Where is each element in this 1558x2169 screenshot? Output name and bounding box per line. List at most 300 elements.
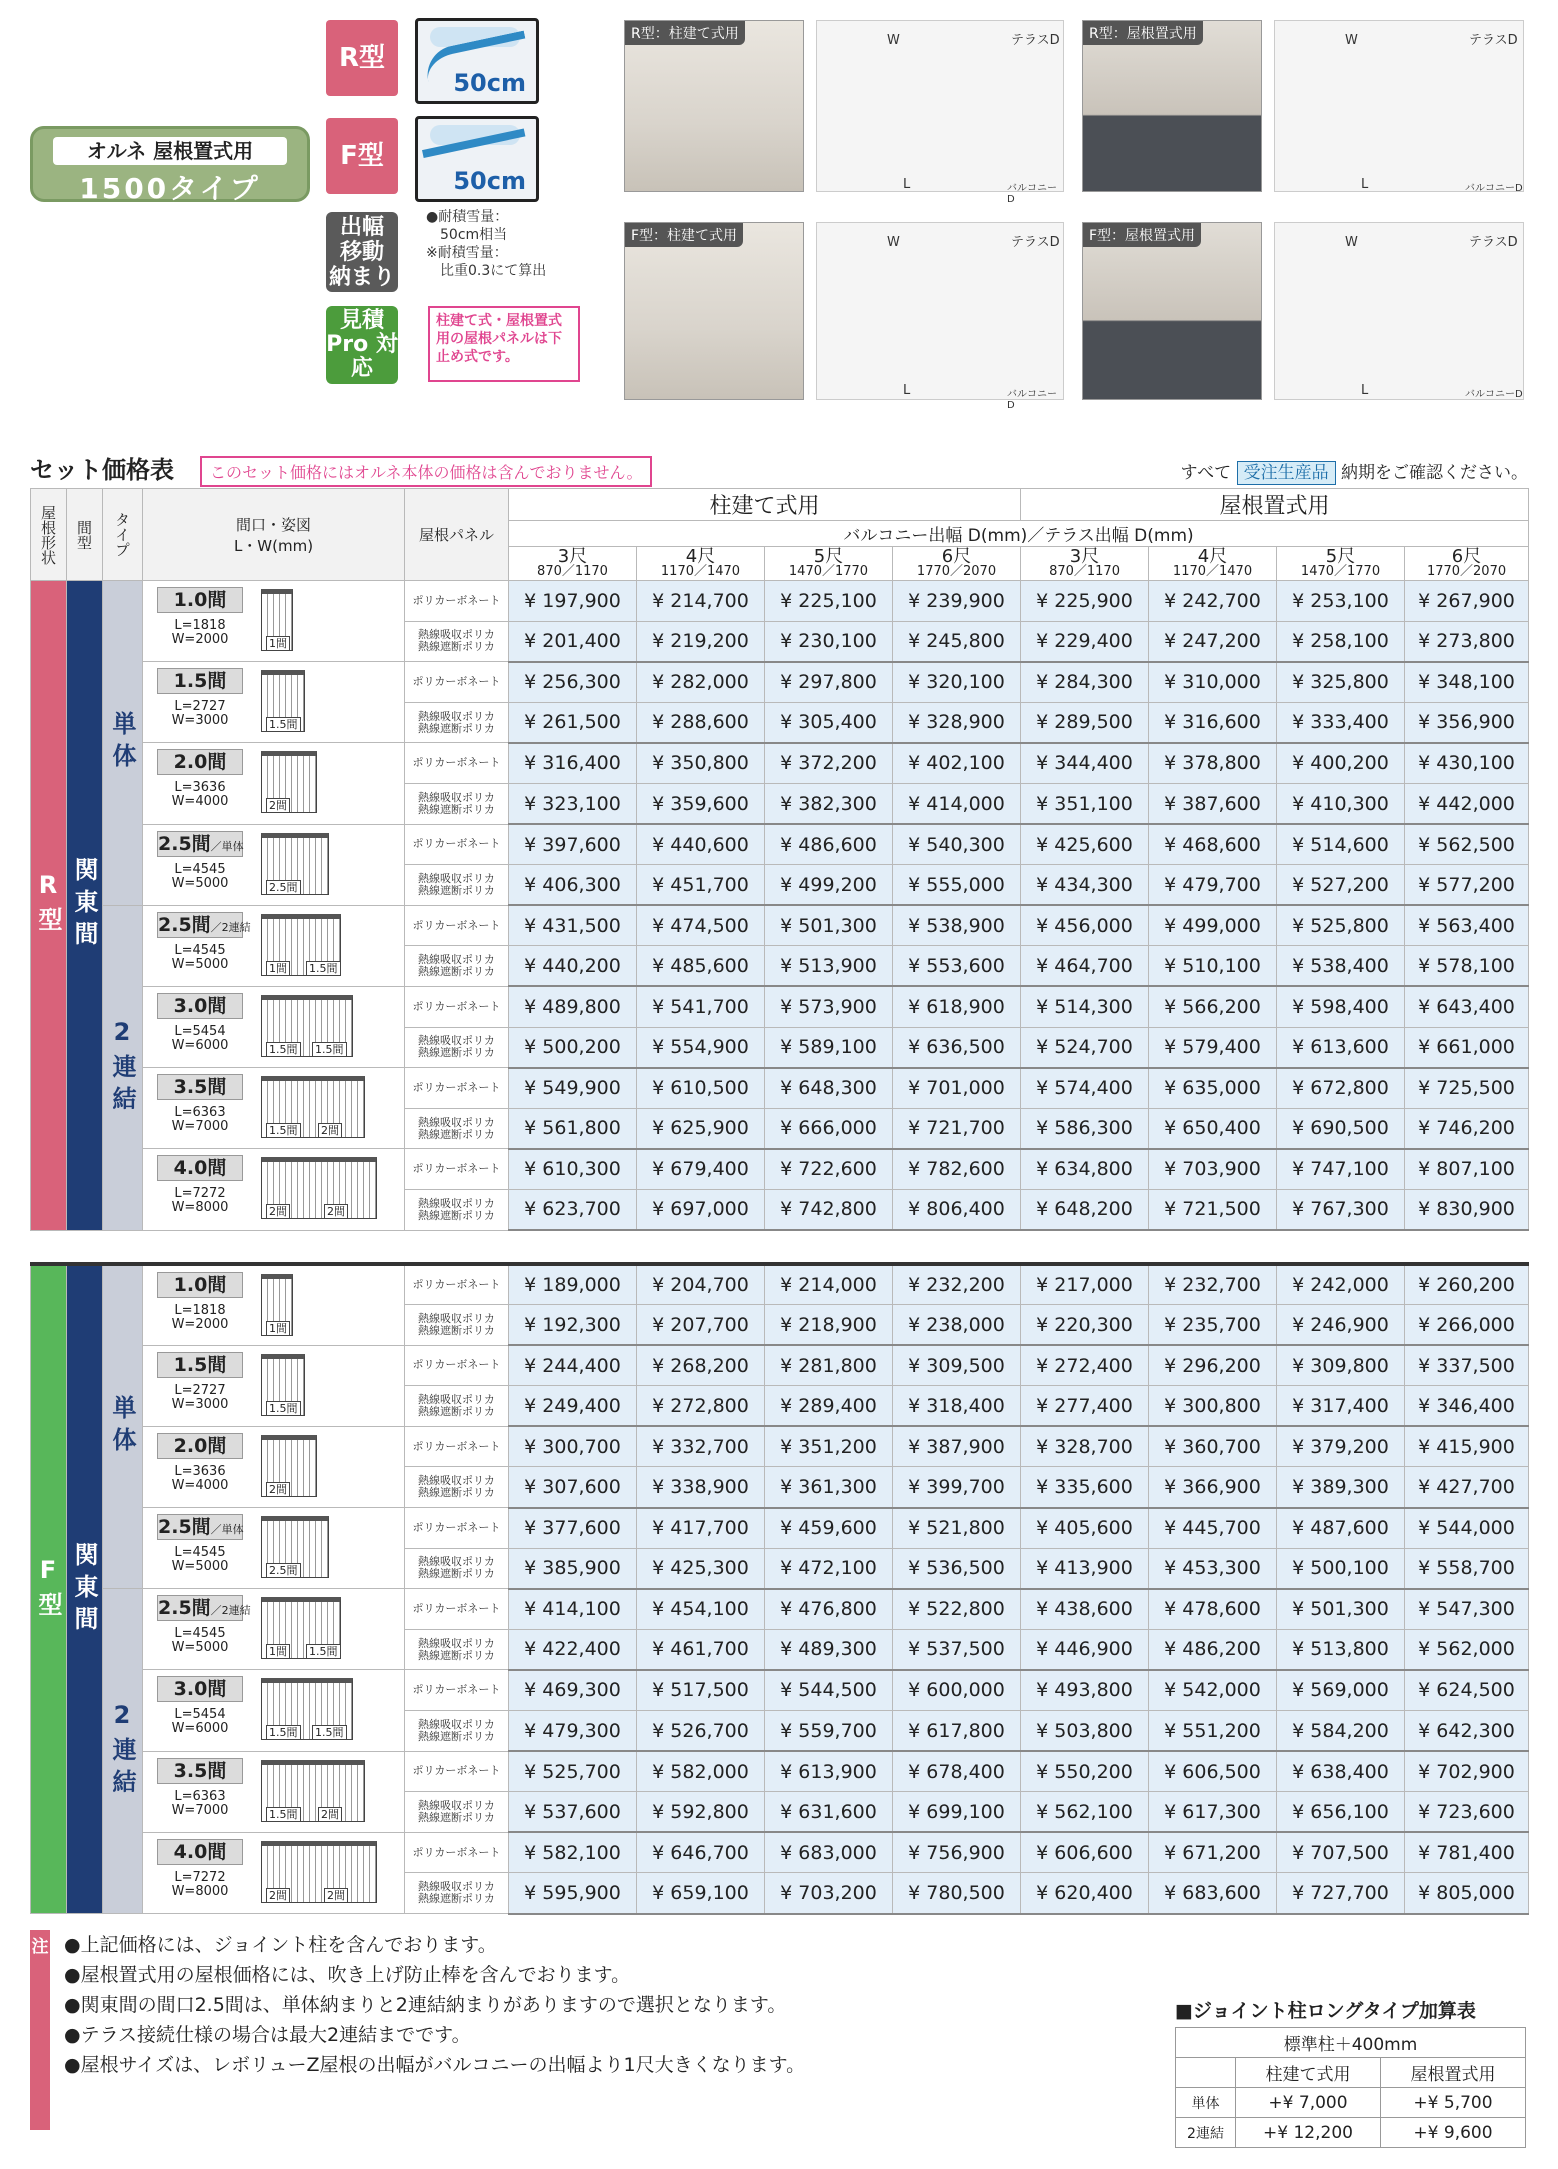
size-lw [157,1708,243,1736]
size-label-text: 3.5間 [173,1759,227,1782]
size-l: L=7272 [174,1869,226,1885]
price-cell: ¥ 405,600 [1021,1508,1149,1549]
price-cell: ¥ 474,500 [637,905,765,946]
price-cell: ¥ 414,000 [893,783,1021,824]
price-cell: ¥ 260,200 [1405,1264,1529,1305]
price-cell: ¥ 514,300 [1021,986,1149,1027]
photo-caption: F型：柱建て式用 [625,223,743,247]
panel-type: ポリカーボネート [405,1751,509,1792]
diagram-w-label: W [887,33,900,48]
header-col-2 [765,547,893,581]
price-cell: ¥ 309,500 [893,1345,1021,1386]
price-cell: ¥ 537,500 [893,1629,1021,1670]
size-label [157,831,243,857]
size-lw [157,1627,243,1655]
product-name: オルネ 屋根置式用 [53,137,287,165]
size-diagram [261,1678,353,1740]
price-cell: ¥ 245,800 [893,621,1021,662]
size-label-text: 4.0間 [173,1157,227,1180]
price-cell: ¥ 525,700 [509,1751,637,1792]
snow-note-line: ●耐積雪量： [426,209,509,225]
size-w: W=4000 [171,1477,229,1493]
price-cell: ¥ 725,500 [1405,1068,1529,1109]
price-cell: ¥ 309,800 [1277,1345,1405,1386]
panel-type: ポリカーボネート [405,824,509,865]
order-tag: 受注生産品 [1237,461,1336,485]
price-cell: ¥ 344,400 [1021,743,1149,784]
size-label-text: 2.5間 [158,832,211,855]
price-cell: ¥ 359,600 [637,783,765,824]
col-shaku: 3尺 [1069,545,1100,567]
size-label [157,912,251,938]
mini-span: 1間 [266,636,290,651]
col-range: 1770／2070 [1426,563,1507,579]
price-cell: ¥ 578,100 [1405,946,1529,987]
price-cell: ¥ 316,400 [509,743,637,784]
size-label [157,1352,243,1378]
size-lw [157,1465,243,1493]
price-cell: ¥ 242,700 [1149,581,1277,622]
price-cell: ¥ 316,600 [1149,702,1277,743]
price-cell: ¥ 400,200 [1277,743,1405,784]
panel-type: 熱線吸収ポリカ 熱線遮断ポリカ [405,946,509,987]
price-cell: ¥ 524,700 [1021,1027,1149,1068]
mini-span: 2間 [266,1888,290,1903]
size-diagram [261,751,317,813]
price-cell: ¥ 385,900 [509,1548,637,1589]
panel-type: 熱線吸収ポリカ 熱線遮断ポリカ [405,1711,509,1752]
size-l: L=2727 [174,699,226,715]
price-cell: ¥ 742,800 [765,1189,893,1230]
size-w: W=5000 [171,956,229,972]
size-diagram [261,1597,341,1659]
price-cell: ¥ 678,400 [893,1751,1021,1792]
price-cell: ¥ 699,100 [893,1792,1021,1833]
diagram-w-label: W [1345,235,1358,250]
size-diagram [261,670,305,732]
price-cell: ¥ 513,800 [1277,1629,1405,1670]
size-lw [157,1187,243,1215]
price-cell: ¥ 661,000 [1405,1027,1529,1068]
joint-row-label: 2連結 [1176,2118,1236,2148]
size-l: L=4545 [174,942,226,958]
price-cell: ¥ 244,400 [509,1345,637,1386]
joint-row-label: 単体 [1176,2088,1236,2118]
price-cell: ¥ 672,800 [1277,1068,1405,1109]
table-row [31,581,1529,622]
price-cell: ¥ 300,800 [1149,1386,1277,1427]
size-cell [143,1345,405,1426]
size-lw [157,863,243,891]
price-cell: ¥ 618,900 [893,986,1021,1027]
price-cell: ¥ 624,500 [1405,1670,1529,1711]
price-cell: ¥ 636,500 [893,1027,1021,1068]
price-cell: ¥ 526,700 [637,1711,765,1752]
size-label [157,1074,243,1100]
col-shaku: 6尺 [941,545,972,567]
panel-type: ポリカーボネート [405,1264,509,1305]
price-cell: ¥ 721,500 [1149,1189,1277,1230]
price-cell: ¥ 297,800 [765,662,893,703]
size-label-text: 1.0間 [173,589,227,611]
photo-f-roof [1082,222,1262,400]
size-diagram [261,1760,365,1822]
header-group-post: 柱建て式用 [509,489,1021,521]
price-cell: ¥ 333,400 [1277,702,1405,743]
mini-span: 2間 [266,1204,290,1219]
size-diagram [261,1354,305,1416]
mini-span: 1.5間 [306,1644,341,1659]
price-cell: ¥ 542,000 [1149,1670,1277,1711]
price-cell: ¥ 282,000 [637,662,765,703]
interval-label: 関東間 [67,1264,103,1914]
panel-type: 熱線吸収ポリカ 熱線遮断ポリカ [405,1467,509,1508]
price-cell: ¥ 592,800 [637,1792,765,1833]
price-cell: ¥ 361,300 [765,1467,893,1508]
price-cell: ¥ 723,600 [1405,1792,1529,1833]
size-diagram [261,1274,293,1336]
mini-span: 1.5間 [266,1807,301,1822]
price-cell: ¥ 643,400 [1405,986,1529,1027]
size-diagram [261,1157,377,1219]
price-cell: ¥ 289,500 [1021,702,1149,743]
size-lw [157,700,243,728]
price-cell: ¥ 378,800 [1149,743,1277,784]
header-col-4 [1021,547,1149,581]
price-cell: ¥ 348,100 [1405,662,1529,703]
price-cell: ¥ 207,700 [637,1305,765,1346]
price-cell: ¥ 218,900 [765,1305,893,1346]
shape-label: R型 [31,581,67,1231]
price-cell: ¥ 410,300 [1277,783,1405,824]
size-lw [157,1025,243,1053]
type-f-badge: F型 [326,118,398,194]
diagram-f-post [816,222,1064,411]
price-cell: ¥ 569,000 [1277,1670,1405,1711]
panel-type: ポリカーボネート [405,1508,509,1549]
size-l: L=1818 [174,1303,226,1318]
price-cell: ¥ 288,600 [637,702,765,743]
price-cell: ¥ 320,100 [893,662,1021,703]
price-cell: ¥ 707,500 [1277,1832,1405,1873]
snow-f-box [415,116,539,202]
size-w: W=5000 [171,875,229,891]
size-diagram [261,1076,365,1138]
photo-caption: R型：屋根置式用 [1083,21,1203,45]
price-cell: ¥ 631,600 [765,1792,893,1833]
type-double: 2連結 [103,1589,143,1914]
size-diagram [261,589,293,651]
size-w: W=5000 [171,1559,229,1575]
table-row [31,1589,1529,1630]
price-cell: ¥ 346,400 [1405,1386,1529,1427]
price-cell: ¥ 541,700 [637,986,765,1027]
price-cell: ¥ 486,200 [1149,1629,1277,1670]
price-cell: ¥ 722,600 [765,1149,893,1190]
size-w: W=6000 [171,1037,229,1053]
mini-span: 1.5間 [266,1123,301,1138]
pro-badge: 見積 Pro 対応 [326,306,398,384]
move-badge: 出幅 移動 納まり [326,212,398,292]
size-l: L=3636 [174,780,226,796]
price-cell: ¥ 389,300 [1277,1467,1405,1508]
price-cell: ¥ 267,900 [1405,581,1529,622]
price-cell: ¥ 617,300 [1149,1792,1277,1833]
size-label-text: 3.5間 [173,1076,227,1099]
size-cell [143,1589,405,1670]
price-cell: ¥ 489,300 [765,1629,893,1670]
size-cell [143,1264,405,1345]
mini-span: 1.5間 [306,961,341,976]
price-cell: ¥ 366,900 [1149,1467,1277,1508]
price-cell: ¥ 232,700 [1149,1264,1277,1305]
diagram-w-label: W [887,235,900,250]
mini-span: 1.5間 [266,717,301,732]
price-cell: ¥ 781,400 [1405,1832,1529,1873]
price-cell: ¥ 438,600 [1021,1589,1149,1630]
col-range: 1470／1770 [1300,563,1381,579]
price-cell: ¥ 230,100 [765,621,893,662]
price-cell: ¥ 197,900 [509,581,637,622]
col-shaku: 6尺 [1451,545,1482,567]
price-cell: ¥ 589,100 [765,1027,893,1068]
price-cell: ¥ 469,300 [509,1670,637,1711]
size-l: L=4545 [174,861,226,877]
size-label-text: 2.0間 [173,1434,227,1457]
price-cell: ¥ 525,800 [1277,905,1405,946]
price-cell: ¥ 610,500 [637,1068,765,1109]
size-w: W=2000 [171,1317,229,1332]
panel-type: ポリカーボネート [405,662,509,703]
price-cell: ¥ 258,100 [1277,621,1405,662]
table-title: セット価格表 [30,456,174,484]
price-cell: ¥ 431,500 [509,905,637,946]
price-cell: ¥ 382,300 [765,783,893,824]
price-cell: ¥ 561,800 [509,1108,637,1149]
price-cell: ¥ 510,100 [1149,946,1277,987]
price-cell: ¥ 422,400 [509,1629,637,1670]
header-size: 間口・姿図 L・W(mm) [143,489,405,581]
panel-type: ポリカーボネート [405,1149,509,1190]
panel-type: ポリカーボネート [405,1426,509,1467]
price-cell: ¥ 454,100 [637,1589,765,1630]
price-cell: ¥ 415,900 [1405,1426,1529,1467]
panel-type: 熱線吸収ポリカ 熱線遮断ポリカ [405,783,509,824]
table-row [31,1068,1529,1109]
price-cell: ¥ 220,300 [1021,1305,1149,1346]
price-cell: ¥ 671,200 [1149,1832,1277,1873]
price-cell: ¥ 805,000 [1405,1873,1529,1914]
table-row [31,1832,1529,1873]
price-cell: ¥ 598,400 [1277,986,1405,1027]
size-l: L=6363 [174,1788,226,1804]
panel-type: 熱線吸収ポリカ 熱線遮断ポリカ [405,621,509,662]
type-r-badge: R型 [326,20,398,96]
price-cell: ¥ 277,400 [1021,1386,1149,1427]
price-cell: ¥ 701,000 [893,1068,1021,1109]
price-cell: ¥ 225,100 [765,581,893,622]
type-single: 単体 [103,1264,143,1589]
snow-note [426,208,576,280]
size-cell [143,662,405,743]
price-cell: ¥ 538,400 [1277,946,1405,987]
price-cell: ¥ 406,300 [509,865,637,906]
price-cell: ¥ 683,600 [1149,1873,1277,1914]
header-col-6 [1277,547,1405,581]
col-range: 1170／1470 [660,563,741,579]
diagram-r-roof [1274,20,1524,192]
panel-type: 熱線吸収ポリカ 熱線遮断ポリカ [405,1629,509,1670]
price-cell: ¥ 666,000 [765,1108,893,1149]
note-item: ● 屋根サイズは、レボリューZ屋根の出幅がバルコニーの出幅より1尺大きくなります。 [64,2050,1130,2080]
price-cell: ¥ 501,300 [1277,1589,1405,1630]
diagram-r-post [816,20,1064,205]
price-cell: ¥ 536,500 [893,1548,1021,1589]
price-cell: ¥ 683,000 [765,1832,893,1873]
price-cell: ¥ 387,900 [893,1426,1021,1467]
price-cell: ¥ 332,700 [637,1426,765,1467]
price-cell: ¥ 501,300 [765,905,893,946]
price-cell: ¥ 697,000 [637,1189,765,1230]
price-cell: ¥ 440,600 [637,824,765,865]
price-cell: ¥ 417,700 [637,1508,765,1549]
size-w: W=2000 [171,632,229,647]
joint-h1: 柱建て式用 [1236,2058,1381,2088]
price-cell: ¥ 650,400 [1149,1108,1277,1149]
table-row [31,1751,1529,1792]
col-range: 1170／1470 [1172,563,1253,579]
price-cell: ¥ 318,400 [893,1386,1021,1427]
price-cell: ¥ 317,400 [1277,1386,1405,1427]
panel-type: 熱線吸収ポリカ 熱線遮断ポリカ [405,1548,509,1589]
price-cell: ¥ 513,900 [765,946,893,987]
mini-span: 2間 [324,1204,348,1219]
size-label-text: 2.5間 [158,1516,211,1539]
snow-r-value: 50cm [453,69,526,97]
size-cell [143,824,405,905]
price-cell: ¥ 747,100 [1277,1149,1405,1190]
joint-title: ■ジョイント柱ロングタイプ加算表 [1175,2000,1476,2022]
size-w: W=8000 [171,1883,229,1899]
col-range: 870／1170 [537,563,608,579]
size-w: W=7000 [171,1119,229,1135]
joint-row-a: +¥ 12,200 [1236,2118,1381,2148]
snow-note-line: ※耐積雪量： [426,245,508,261]
price-cell: ¥ 638,400 [1277,1751,1405,1792]
col-shaku: 4尺 [685,545,716,567]
price-cell: ¥ 413,900 [1021,1548,1149,1589]
price-cell: ¥ 214,000 [765,1264,893,1305]
size-cell [143,1149,405,1230]
note-item: ● 関東間の間口2.5間は、単体納まりと2連結納まりがありますので選択となります。 [64,1990,1130,2020]
size-label-text: 4.0間 [173,1840,227,1863]
header-col-1 [637,547,765,581]
price-cell: ¥ 446,900 [1021,1629,1149,1670]
price-cell: ¥ 756,900 [893,1832,1021,1873]
price-cell: ¥ 806,400 [893,1189,1021,1230]
table-row [31,743,1529,784]
table-row [31,1670,1529,1711]
size-label-text: 1.0間 [173,1274,227,1296]
panel-type: 熱線吸収ポリカ 熱線遮断ポリカ [405,1305,509,1346]
size-cell [143,1426,405,1507]
note-item: ● テラス接続仕様の場合は最大2連結までです。 [64,2020,1130,2050]
price-cell: ¥ 372,200 [765,743,893,784]
panel-type: 熱線吸収ポリカ 熱線遮断ポリカ [405,865,509,906]
size-cell [143,986,405,1067]
price-cell: ¥ 551,200 [1149,1711,1277,1752]
size-lw [157,781,243,809]
price-cell: ¥ 300,700 [509,1426,637,1467]
price-cell: ¥ 266,000 [1405,1305,1529,1346]
panel-type: ポリカーボネート [405,743,509,784]
price-cell: ¥ 648,300 [765,1068,893,1109]
price-cell: ¥ 338,900 [637,1467,765,1508]
price-cell: ¥ 489,800 [509,986,637,1027]
snow-note-line: 50cm相当 [440,227,508,243]
size-label [157,1433,243,1459]
price-cell: ¥ 229,400 [1021,621,1149,662]
diagram-w-label: W [1345,33,1358,48]
size-l: L=5454 [174,1707,226,1723]
size-cell [143,905,405,986]
joint-std: 標準柱＋400mm [1176,2028,1526,2058]
price-cell: ¥ 425,600 [1021,824,1149,865]
size-label [157,587,243,613]
diagram-balcony-label: バルコニーD [1007,183,1057,205]
panel-type: 熱線吸収ポリカ 熱線遮断ポリカ [405,1189,509,1230]
size-cell [143,1670,405,1751]
snow-f-value: 50cm [453,167,526,195]
price-cell: ¥ 445,700 [1149,1508,1277,1549]
price-cell: ¥ 503,800 [1021,1711,1149,1752]
diagram-l-label: L [1361,177,1369,192]
footnotes [30,1930,1130,2080]
panel-type: ポリカーボネート [405,986,509,1027]
panel-type: 熱線吸収ポリカ 熱線遮断ポリカ [405,1108,509,1149]
price-cell: ¥ 579,400 [1149,1027,1277,1068]
size-label-text: 2.5間 [158,913,211,936]
price-cell: ¥ 232,200 [893,1264,1021,1305]
table-row [31,986,1529,1027]
panel-type: ポリカーボネート [405,581,509,622]
panel-type: 熱線吸収ポリカ 熱線遮断ポリカ [405,1027,509,1068]
price-cell: ¥ 442,000 [1405,783,1529,824]
price-cell: ¥ 272,800 [637,1386,765,1427]
price-cell: ¥ 456,000 [1021,905,1149,946]
price-cell: ¥ 606,600 [1021,1832,1149,1873]
size-label-text: 2.0間 [173,751,227,774]
interval-label: 関東間 [67,581,103,1231]
price-cell: ¥ 582,000 [637,1751,765,1792]
diagram-balcony-label: バルコニーD [1465,183,1523,194]
joint-row-b: +¥ 5,700 [1381,2088,1526,2118]
price-cell: ¥ 767,300 [1277,1189,1405,1230]
size-label-text: 1.5間 [173,1353,227,1376]
price-cell: ¥ 703,200 [765,1873,893,1914]
price-cell: ¥ 487,600 [1277,1508,1405,1549]
price-cell: ¥ 464,700 [1021,946,1149,987]
size-label-text: 3.0間 [173,994,227,1017]
mini-span: 2間 [266,798,290,813]
price-cell: ¥ 577,200 [1405,865,1529,906]
price-cell: ¥ 356,900 [1405,702,1529,743]
price-cell: ¥ 600,000 [893,1670,1021,1711]
type-single: 単体 [103,581,143,906]
price-cell: ¥ 217,000 [1021,1264,1149,1305]
diagram-terrace-label: テラスD [1011,235,1060,250]
price-cell: ¥ 527,200 [1277,865,1405,906]
